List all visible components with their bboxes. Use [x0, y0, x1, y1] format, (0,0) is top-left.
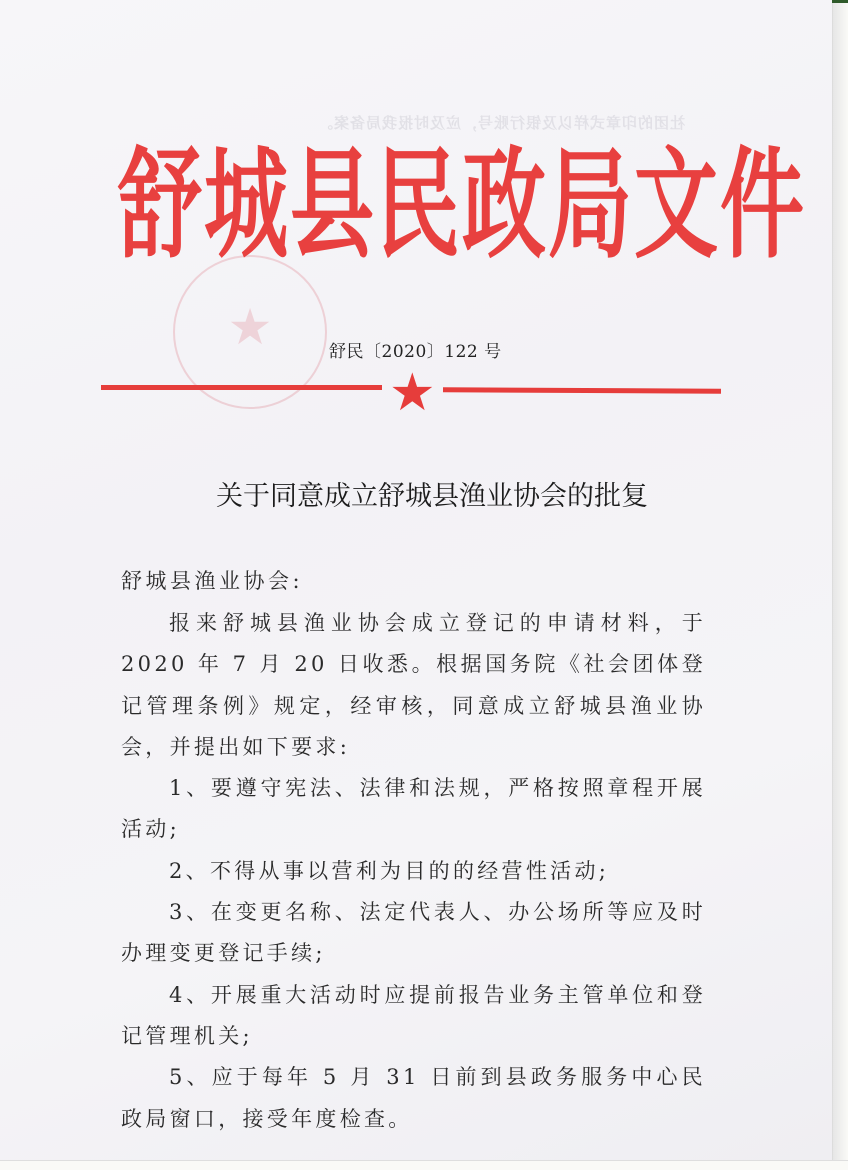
- salutation: 舒城县渔业协会:: [121, 569, 304, 593]
- masthead-title: 舒城县民政局文件: [118, 133, 807, 275]
- bleed-through-text: 社团的印章式样以及银行账号，应及时报我局备案。: [316, 114, 685, 132]
- requirement-item-5: 5、应于每年 5 月 31 日前到县政务服务中心民政局窗口，接受年度检查。: [121, 1065, 706, 1131]
- requirement-item-2: 2、不得从事以营利为目的的经营性活动;: [169, 858, 610, 883]
- requirement-item-1: 1、要遵守宪法、法律和法规，严格按照章程开展活动;: [121, 776, 706, 842]
- document-number: 舒民〔2020〕122 号: [329, 342, 502, 362]
- stamp-star-icon: ★: [227, 298, 273, 356]
- red-divider-right: [443, 387, 721, 393]
- star-icon: ★: [389, 363, 436, 423]
- body-paragraph-intro: 报来舒城县渔业协会成立登记的申请材料，于 2020 年 7 月 20 日收悉。根据国务院《社会团体登记管理条例》规定，经审核，同意成立舒城县渔业协会，并提出如下要求:: [121, 611, 706, 759]
- requirement-item-3: 3、在变更名称、法定代表人、办公场所等应及时办理变更登记手续;: [121, 900, 706, 966]
- scan-edge-corner: [832, 0, 848, 3]
- document-title: 关于同意成立舒城县渔业协会的批复: [216, 481, 648, 512]
- red-divider-left: [101, 385, 382, 390]
- requirement-item-4: 4、开展重大活动时应提前报告业务主管单位和登记管理机关;: [121, 982, 706, 1048]
- scan-edge-right: [832, 0, 848, 1169]
- document-body: [121, 603, 706, 1140]
